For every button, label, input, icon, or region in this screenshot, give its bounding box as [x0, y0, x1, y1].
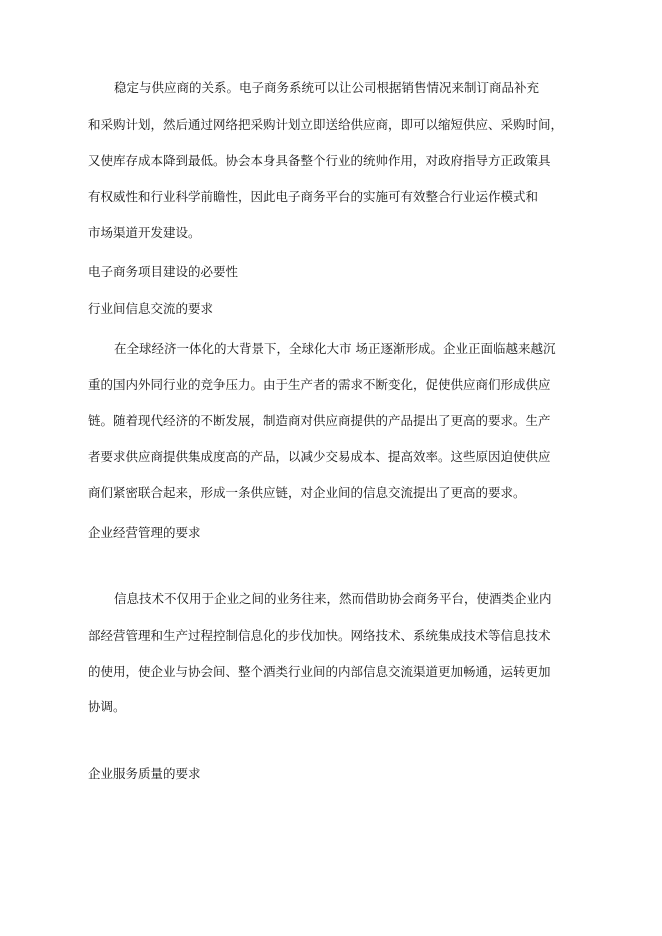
paragraph-3-line-3: 的使用，使企业与协会间、整个酒类行业间的内部信息交流渠道更加畅通，运转更加: [88, 664, 551, 679]
paragraph-2-line-1: 在全球经济一体化的大背景下，全球化大市 场正逐渐形成。企业正面临越来越沉: [114, 341, 556, 356]
paragraph-1-line-2: 和采购计划，然后通过网络把采购计划立即送给供应商，即可以缩短供应、采购时间，: [88, 117, 564, 132]
paragraph-3-line-4: 协调。: [88, 699, 126, 714]
heading-service: 企业服务质量的要求: [88, 766, 201, 781]
heading-necessity: 电子商务项目建设的必要性: [88, 264, 239, 279]
paragraph-1-line-5: 市场渠道开发建设。: [88, 225, 201, 240]
paragraph-2-line-3: 链。随着现代经济的不断发展，制造商对供应商提供的产品提出了更高的要求。生产: [88, 413, 551, 428]
paragraph-2-line-5: 商们紧密联合起来，形成一条供应链，对企业间的信息交流提出了更高的要求。: [88, 485, 526, 500]
paragraph-2-line-2: 重的国内外同行业的竞争压力。由于生产者的需求不断变化，促使供应商们形成供应: [88, 377, 551, 392]
heading-info-exchange: 行业间信息交流的要求: [88, 301, 214, 316]
paragraph-1-line-3: 又使库存成本降到最低。协会本身具备整个行业的统帅作用，对政府指导方正政策具: [88, 153, 551, 168]
paragraph-3-line-2: 部经营管理和生产过程控制信息化的步伐加快。网络技术、系统集成技术等信息技术: [88, 628, 551, 643]
paragraph-1-line-4: 有权威性和行业科学前瞻性，因此电子商务平台的实施可有效整合行业运作模式和: [88, 189, 539, 204]
paragraph-3-line-1: 信息技术不仅用于企业之间的业务往来，然而借助协会商务平台，使酒类企业内: [114, 591, 552, 606]
paragraph-2-line-4: 者要求供应商提供集成度高的产品，以减少交易成本、提高效率。这些原因迫使供应: [88, 449, 551, 464]
paragraph-1-line-1: 稳定与供应商的关系。电子商务系统可以让公司根据销售情况来制订商品补充: [114, 80, 540, 95]
heading-management: 企业经营管理的要求: [88, 525, 201, 540]
